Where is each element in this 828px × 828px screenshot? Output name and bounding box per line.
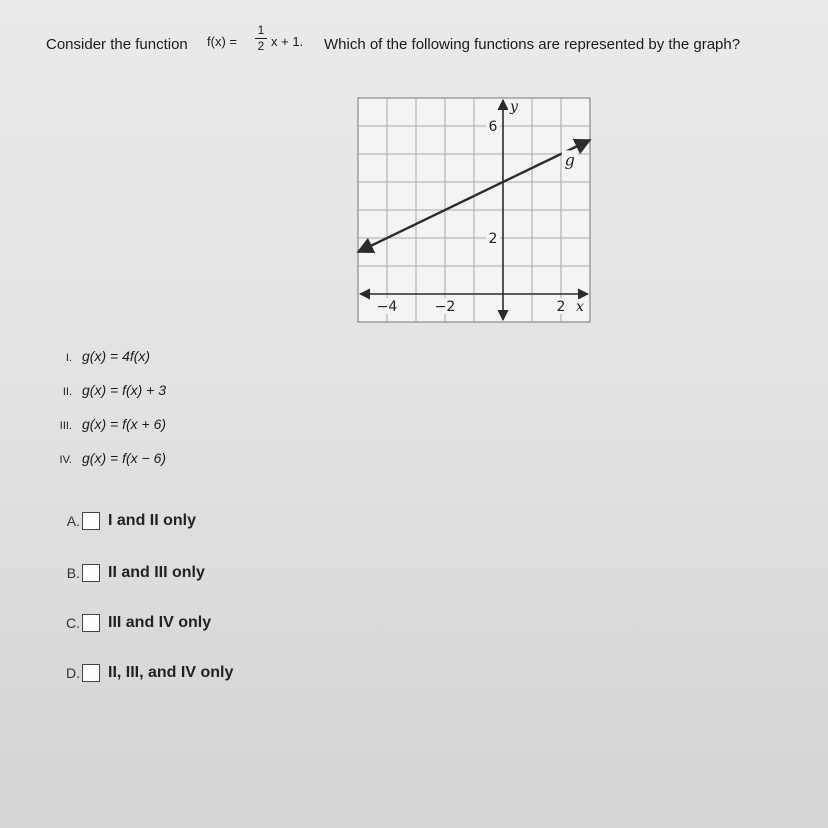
choice-letter: C. xyxy=(66,615,80,631)
y-axis-label: y xyxy=(510,99,518,115)
choice-letter: B. xyxy=(66,565,80,581)
statement-expression: g(x) = f(x) + 3 xyxy=(82,382,167,398)
statement-number: I. xyxy=(65,352,72,364)
x-tick-label: −2 xyxy=(434,299,456,315)
statement-2 xyxy=(38,382,166,398)
choice-letter: D. xyxy=(66,665,80,681)
statement-expression: g(x) = f(x + 6) xyxy=(82,416,167,432)
choice-label: II, III, and IV only xyxy=(108,664,234,681)
choice-c-checkbox[interactable] xyxy=(82,614,100,632)
x-tick-label: −4 xyxy=(376,299,398,315)
x-tick-label: 2 xyxy=(556,299,566,315)
statement-3 xyxy=(38,416,166,432)
choice-letter: A. xyxy=(66,513,80,529)
function-lhs: f(x) = xyxy=(207,34,237,49)
choice-d[interactable] xyxy=(58,664,233,682)
choice-a[interactable] xyxy=(58,512,196,530)
statement-expression: g(x) = f(x − 6) xyxy=(82,450,167,466)
fraction xyxy=(255,24,267,53)
statement-number: II. xyxy=(62,386,72,398)
choice-d-checkbox[interactable] xyxy=(82,664,100,682)
function-tail: x + 1. xyxy=(271,34,304,49)
choice-label: II and III only xyxy=(108,564,205,581)
choice-a-checkbox[interactable] xyxy=(82,512,100,530)
question-prefix: Consider the function xyxy=(46,36,188,53)
statement-number: IV. xyxy=(59,454,72,466)
choice-label: III and IV only xyxy=(108,614,212,631)
statement-4 xyxy=(38,450,166,466)
statement-expression: g(x) = 4f(x) xyxy=(82,348,151,364)
question-text xyxy=(46,23,826,62)
choice-b[interactable] xyxy=(58,564,205,582)
y-tick-label: 2 xyxy=(488,231,498,247)
question-prompt: Which of the following functions are represented by the graph? xyxy=(324,36,741,53)
y-tick-label: 6 xyxy=(488,119,498,135)
fraction-denominator: 2 xyxy=(257,39,265,53)
choice-c[interactable] xyxy=(58,614,211,632)
series-name-label: g xyxy=(564,150,575,170)
statement-1 xyxy=(38,348,150,364)
choice-label: I and II only xyxy=(108,512,197,529)
statement-number: III. xyxy=(59,420,72,432)
x-axis-label: x xyxy=(576,299,584,315)
choice-b-checkbox[interactable] xyxy=(82,564,100,582)
fraction-numerator: 1 xyxy=(257,23,265,37)
coordinate-graph xyxy=(354,94,594,326)
